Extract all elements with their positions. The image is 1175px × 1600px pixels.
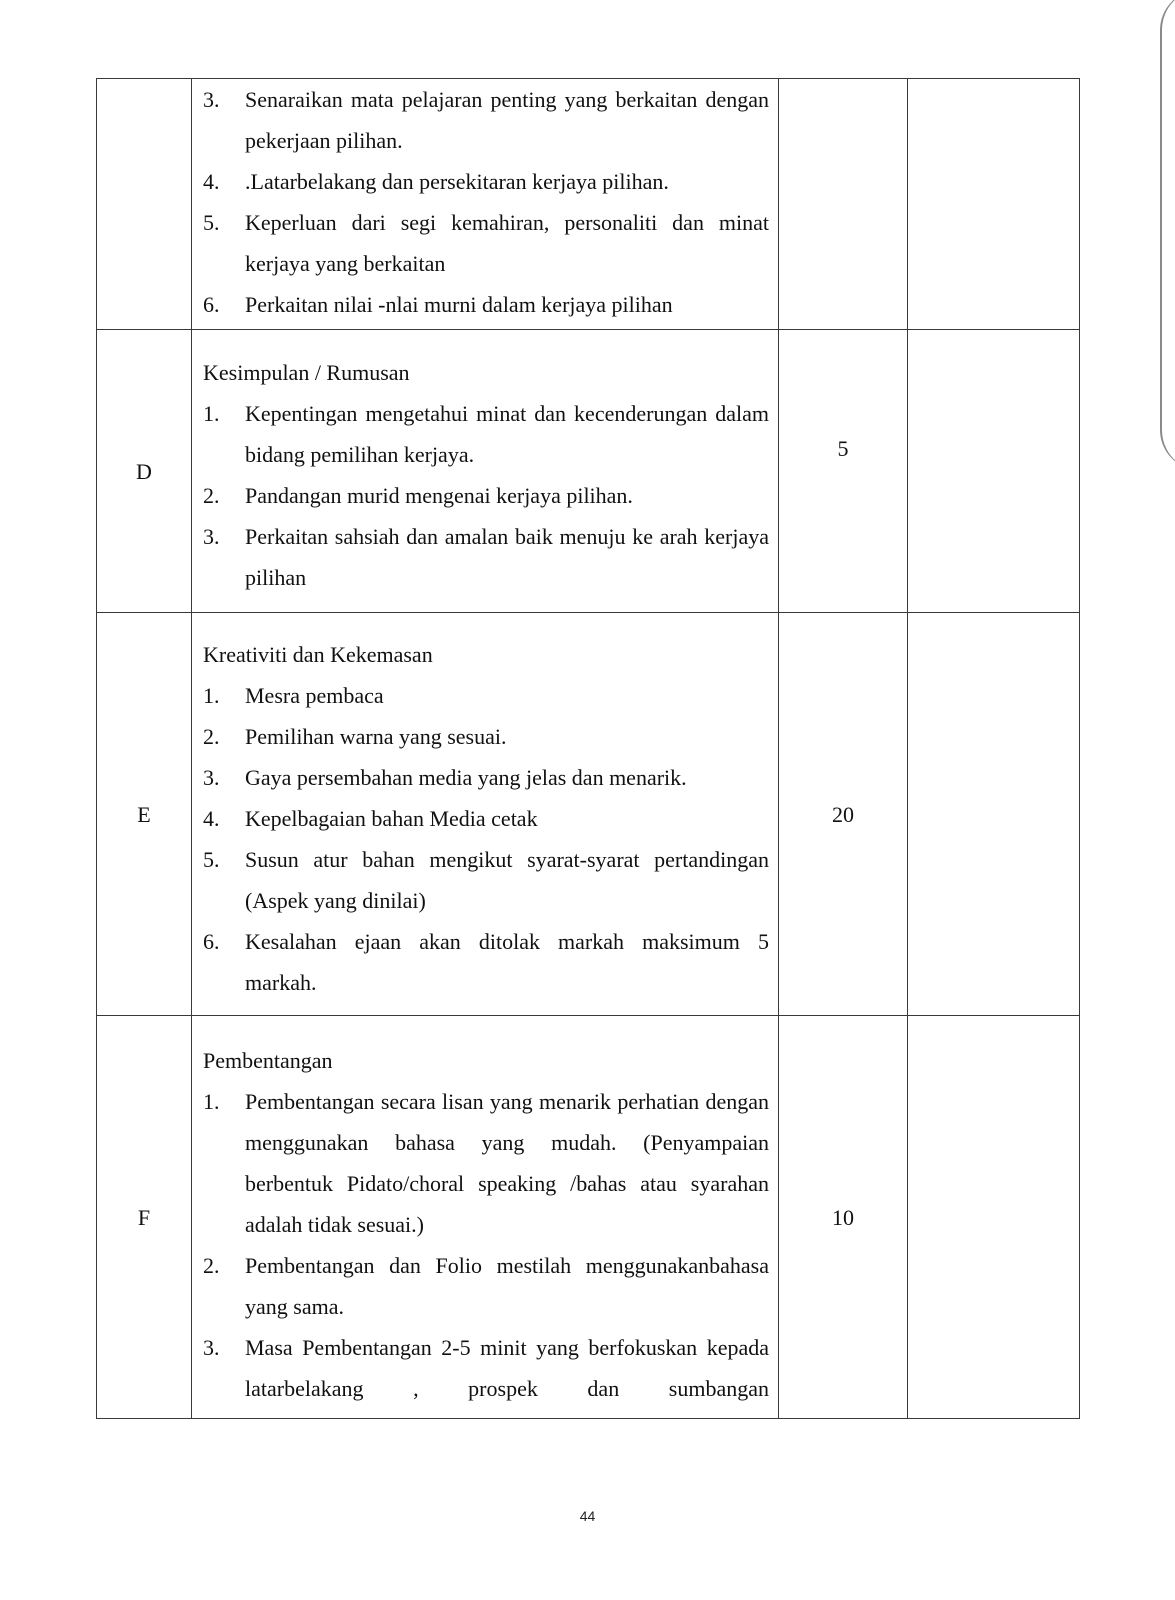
item-number: 3. <box>203 87 220 112</box>
item-number: 5. <box>203 846 220 872</box>
score-cell: 20 <box>779 613 908 1016</box>
list-item <box>203 839 769 921</box>
criterion-description <box>192 613 779 1016</box>
item-text: Perkaitan sahsiah dan amalan baik menuju ke arah kerjaya pilihan <box>245 524 769 590</box>
list-item <box>203 393 769 475</box>
item-number: 1. <box>203 682 220 708</box>
marks-awarded-cell <box>908 613 1080 1016</box>
item-text: Mesra pembaca <box>245 682 384 708</box>
item-text: Pembentangan secara lisan yang menarik perhatian dengan menggunakan bahasa yang mudah. (Penyampaian berbentuk Pidato/choral speaking /bahas atau syarahan adalah tidak sesuai.) <box>245 1088 769 1237</box>
item-number: 2. <box>203 483 220 508</box>
criterion-heading: Kreativiti dan Kekemasan <box>203 641 433 667</box>
criterion-description <box>192 79 779 330</box>
list-item <box>203 79 769 161</box>
list-item <box>203 475 769 516</box>
page-curl-edge <box>1160 0 1175 470</box>
criterion-description <box>192 330 779 613</box>
item-text: Gaya persembahan media yang jelas dan menarik. <box>245 764 687 790</box>
marks-awarded-cell <box>908 1016 1080 1419</box>
rubric-table <box>96 78 1080 1419</box>
list-item <box>203 921 769 1003</box>
criterion-code: D <box>97 330 192 613</box>
list-item <box>203 161 769 202</box>
item-text: Pemilihan warna yang sesuai. <box>245 723 507 749</box>
table-row <box>97 79 1080 330</box>
item-text: Kepentingan mengetahui minat dan kecenderungan dalam bidang pemilihan kerjaya. <box>245 401 769 467</box>
criterion-code: F <box>97 1016 192 1419</box>
item-number: 6. <box>203 292 220 317</box>
page-number: 44 <box>579 1508 596 1524</box>
score-cell <box>779 79 908 330</box>
list-item <box>203 798 769 839</box>
table-row <box>97 613 1080 1016</box>
item-text: Masa Pembentangan 2-5 minit yang berfokuskan kepada latarbelakang , prospek dan sumbangan <box>245 1334 769 1401</box>
list-item <box>203 675 769 716</box>
item-number: 4. <box>203 169 220 194</box>
item-text: Perkaitan nilai -nlai murni dalam kerjaya pilihan <box>245 292 673 317</box>
item-number: 3. <box>203 764 220 790</box>
item-text: Susun atur bahan mengikut syarat-syarat pertandingan (Aspek yang dinilai) <box>245 846 769 913</box>
criterion-code <box>97 79 192 330</box>
item-number: 4. <box>203 805 220 831</box>
item-text: Pembentangan dan Folio mestilah menggunakanbahasa yang sama. <box>245 1252 769 1319</box>
item-text: Kesalahan ejaan akan ditolak markah maksimum 5 markah. <box>245 928 769 995</box>
item-number: 2. <box>203 1252 220 1278</box>
list-item <box>203 1327 769 1409</box>
item-text: Keperluan dari segi kemahiran, personaliti dan minat kerjaya yang berkaitan <box>245 210 769 276</box>
table-row <box>97 1016 1080 1419</box>
table-row <box>97 330 1080 613</box>
score-cell: 5 <box>779 330 908 613</box>
item-number: 2. <box>203 723 220 749</box>
list-item <box>203 516 769 598</box>
item-text: Kepelbagaian bahan Media cetak <box>245 805 538 831</box>
item-number: 5. <box>203 210 220 235</box>
list-item <box>203 284 769 325</box>
item-text: .Latarbelakang dan persekitaran kerjaya pilihan. <box>245 169 669 194</box>
criterion-code: E <box>97 613 192 1016</box>
list-item <box>203 716 769 757</box>
list-item <box>203 1081 769 1245</box>
item-number: 6. <box>203 928 220 954</box>
item-number: 3. <box>203 1334 220 1360</box>
criterion-heading: Pembentangan <box>203 1047 333 1073</box>
item-text: Pandangan murid mengenai kerjaya pilihan. <box>245 483 633 508</box>
criterion-description <box>192 1016 779 1419</box>
criterion-heading: Kesimpulan / Rumusan <box>203 360 410 385</box>
marks-awarded-cell <box>908 79 1080 330</box>
item-number: 3. <box>203 524 220 549</box>
list-item <box>203 202 769 284</box>
item-number: 1. <box>203 1088 220 1114</box>
item-number: 1. <box>203 401 220 426</box>
item-text: Senaraikan mata pelajaran penting yang berkaitan dengan pekerjaan pilihan. <box>245 87 769 153</box>
list-item <box>203 757 769 798</box>
score-cell: 10 <box>779 1016 908 1419</box>
list-item <box>203 1245 769 1327</box>
marks-awarded-cell <box>908 330 1080 613</box>
